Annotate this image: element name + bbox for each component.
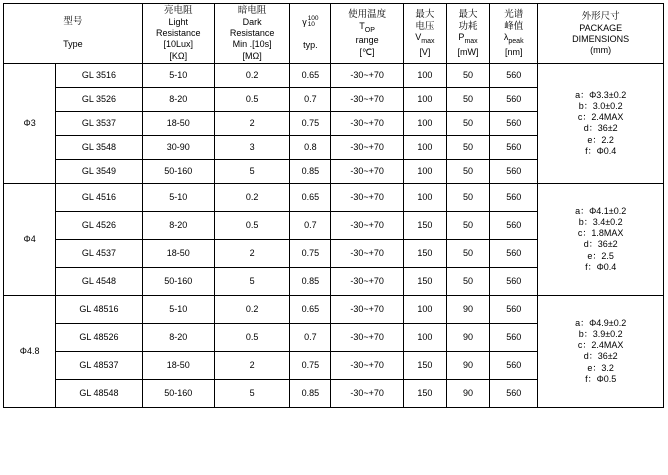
- package-dimension-line: e：2.2: [587, 134, 614, 145]
- header-light-en1: Light: [168, 16, 189, 27]
- cell-temperature: -30~+70: [331, 63, 403, 87]
- cell-gamma: 0.7: [290, 323, 331, 351]
- cell-dark-resistance: 0.5: [214, 323, 289, 351]
- cell-type: GL 4526: [56, 211, 142, 239]
- gamma-sub: 10: [307, 21, 315, 29]
- cell-peak-wavelength: 560: [490, 183, 538, 211]
- header-pkg-en1: PACKAGE: [579, 22, 623, 33]
- cell-voltage: 150: [403, 351, 446, 379]
- cell-dark-resistance: 0.5: [214, 87, 289, 111]
- package-dimension-line: c：2.4MAX: [577, 112, 624, 123]
- temp-sub: OP: [364, 26, 375, 34]
- cell-type: GL 3516: [56, 63, 142, 87]
- header-gamma-symbol: [291, 16, 329, 29]
- cell-power: 50: [446, 87, 489, 111]
- header-dark-cn: 暗电阻: [237, 5, 267, 16]
- cell-power: 90: [446, 379, 489, 407]
- volt-sub: max: [421, 38, 435, 46]
- cell-dark-resistance: 3: [214, 135, 289, 159]
- cell-voltage: 100: [403, 63, 446, 87]
- cell-gamma: 0.75: [290, 239, 331, 267]
- cell-peak-wavelength: 560: [490, 211, 538, 239]
- package-dimension-line: d：36±2: [583, 123, 618, 134]
- cell-temperature: -30~+70: [331, 323, 403, 351]
- cell-peak-wavelength: 560: [490, 295, 538, 323]
- package-dimension-line: e：3.2: [587, 362, 614, 373]
- header-volt-unit: [V]: [419, 46, 431, 57]
- header-dark-en3: Min .[10s]: [232, 39, 272, 50]
- cell-dark-resistance: 0.2: [214, 183, 289, 211]
- cell-peak-wavelength: 560: [490, 87, 538, 111]
- cell-light-resistance: 8-20: [142, 323, 214, 351]
- group-label: Φ4.8: [4, 295, 56, 407]
- header-pkg-unit: (mm): [590, 45, 612, 55]
- cell-gamma: 0.75: [290, 111, 331, 135]
- temp-letter: T: [359, 20, 365, 31]
- header-light-resistance: [142, 4, 214, 64]
- cell-gamma: 0.7: [290, 87, 331, 111]
- cell-dark-resistance: 0.2: [214, 63, 289, 87]
- package-dimension-line: b：3.9±0.2: [578, 328, 623, 339]
- cell-light-resistance: 8-20: [142, 211, 214, 239]
- gamma-sup: 100: [307, 14, 319, 22]
- cell-light-resistance: 18-50: [142, 111, 214, 135]
- cell-light-resistance: 30-90: [142, 135, 214, 159]
- package-dimension-line: b：3.4±0.2: [578, 216, 623, 227]
- cell-power: 50: [446, 183, 489, 211]
- package-dimension-line: d：36±2: [583, 351, 618, 362]
- peak-letter: λ: [503, 32, 509, 43]
- cell-temperature: -30~+70: [331, 135, 403, 159]
- package-dimensions: [538, 183, 664, 295]
- cell-temperature: -30~+70: [331, 267, 403, 295]
- header-temp-range: range: [355, 35, 379, 46]
- cell-temperature: -30~+70: [331, 183, 403, 211]
- cell-gamma: 0.85: [290, 159, 331, 183]
- cell-light-resistance: 50-160: [142, 379, 214, 407]
- header-temp-cn: 使用温度: [348, 8, 387, 20]
- cell-light-resistance: 50-160: [142, 159, 214, 183]
- header-type-cn: 型号: [63, 16, 83, 28]
- cell-power: 50: [446, 239, 489, 267]
- power-sub: max: [464, 38, 478, 46]
- cell-power: 90: [446, 323, 489, 351]
- power-letter: P: [458, 32, 465, 43]
- gamma-letter: γ: [302, 16, 307, 27]
- cell-power: 50: [446, 135, 489, 159]
- cell-temperature: -30~+70: [331, 159, 403, 183]
- cell-type: GL 3548: [56, 135, 142, 159]
- cell-temperature: -30~+70: [331, 295, 403, 323]
- cell-temperature: -30~+70: [331, 239, 403, 267]
- cell-voltage: 100: [403, 87, 446, 111]
- cell-dark-resistance: 0.5: [214, 211, 289, 239]
- header-peak-wavelength: [490, 4, 538, 64]
- cell-voltage: 150: [403, 239, 446, 267]
- header-power-unit: [mW]: [457, 46, 479, 57]
- header-row: [4, 4, 664, 64]
- cell-voltage: 100: [403, 135, 446, 159]
- cell-peak-wavelength: 560: [490, 267, 538, 295]
- header-dark-resistance: [214, 4, 289, 64]
- header-voltage: [403, 4, 446, 64]
- cell-temperature: -30~+70: [331, 351, 403, 379]
- cell-type: GL 48526: [56, 323, 142, 351]
- cell-light-resistance: 5-10: [142, 183, 214, 211]
- header-type: [4, 4, 143, 64]
- table-row: [4, 295, 664, 323]
- package-dimension-line: a：Φ4.1±0.2: [575, 205, 627, 216]
- package-dimension-line: a：Φ3.3±0.2: [575, 89, 627, 100]
- cell-gamma: 0.75: [290, 351, 331, 379]
- cell-power: 50: [446, 111, 489, 135]
- cell-light-resistance: 50-160: [142, 267, 214, 295]
- cell-dark-resistance: 2: [214, 239, 289, 267]
- header-dark-en2: Resistance: [229, 28, 275, 39]
- header-power-cn2: 功耗: [458, 20, 478, 32]
- cell-type: GL 3526: [56, 87, 142, 111]
- header-dark-en1: Dark: [242, 16, 262, 27]
- cell-peak-wavelength: 560: [490, 351, 538, 379]
- cell-dark-resistance: 5: [214, 379, 289, 407]
- cell-peak-wavelength: 560: [490, 135, 538, 159]
- peak-sub: peak: [508, 38, 524, 46]
- header-light-unit1: [10Lux]: [163, 39, 194, 50]
- header-light-cn: 亮电阻: [164, 5, 193, 16]
- package-dimension-line: a：Φ4.9±0.2: [575, 317, 627, 328]
- cell-peak-wavelength: 560: [490, 111, 538, 135]
- header-pkg-cn: 外形尺寸: [581, 10, 620, 22]
- header-peak-unit: [nm]: [504, 46, 523, 57]
- cell-light-resistance: 5-10: [142, 63, 214, 87]
- cell-power: 90: [446, 351, 489, 379]
- cell-type: GL 3549: [56, 159, 142, 183]
- package-dimension-line: d：36±2: [583, 239, 618, 250]
- cell-power: 90: [446, 295, 489, 323]
- header-power-cn1: 最大: [458, 8, 478, 20]
- cell-peak-wavelength: 560: [490, 63, 538, 87]
- cell-peak-wavelength: 560: [490, 379, 538, 407]
- header-temp-symbol: [332, 21, 401, 36]
- cell-type: GL 48548: [56, 379, 142, 407]
- package-dimension-line: f：Φ0.4: [585, 261, 617, 272]
- header-peak-symbol: [491, 32, 536, 47]
- cell-type: GL 3537: [56, 111, 142, 135]
- cell-voltage: 100: [403, 183, 446, 211]
- specification-table: [3, 3, 664, 408]
- cell-voltage: 100: [403, 295, 446, 323]
- table-header: [4, 4, 664, 64]
- header-light-unit2: [KΩ]: [169, 50, 188, 61]
- cell-temperature: -30~+70: [331, 379, 403, 407]
- cell-power: 50: [446, 159, 489, 183]
- header-package-dimensions: [538, 4, 664, 64]
- cell-voltage: 150: [403, 379, 446, 407]
- cell-light-resistance: 8-20: [142, 87, 214, 111]
- cell-temperature: -30~+70: [331, 111, 403, 135]
- package-dimension-line: e：2.5: [587, 250, 614, 261]
- header-gamma: [290, 4, 331, 64]
- cell-type: GL 4516: [56, 183, 142, 211]
- cell-power: 50: [446, 267, 489, 295]
- cell-peak-wavelength: 560: [490, 239, 538, 267]
- table-row: [4, 63, 664, 87]
- volt-letter: V: [415, 32, 422, 43]
- cell-voltage: 100: [403, 159, 446, 183]
- cell-gamma: 0.85: [290, 379, 331, 407]
- cell-type: GL 4537: [56, 239, 142, 267]
- cell-light-resistance: 18-50: [142, 351, 214, 379]
- cell-dark-resistance: 5: [214, 159, 289, 183]
- package-dimensions: [538, 63, 664, 183]
- cell-voltage: 100: [403, 323, 446, 351]
- cell-voltage: 100: [403, 111, 446, 135]
- header-power: [446, 4, 489, 64]
- cell-voltage: 150: [403, 211, 446, 239]
- cell-type: GL 4548: [56, 267, 142, 295]
- package-dimension-line: f：Φ0.4: [585, 145, 617, 156]
- cell-gamma: 0.65: [290, 183, 331, 211]
- header-type-en: Type: [63, 39, 83, 50]
- header-dark-unit: [MΩ]: [242, 50, 262, 61]
- cell-dark-resistance: 2: [214, 111, 289, 135]
- header-volt-cn2: 电压: [415, 20, 435, 32]
- table-body: [4, 63, 664, 407]
- cell-voltage: 150: [403, 267, 446, 295]
- cell-type: GL 48537: [56, 351, 142, 379]
- cell-gamma: 0.65: [290, 295, 331, 323]
- cell-gamma: 0.65: [290, 63, 331, 87]
- group-label: Φ3: [4, 63, 56, 183]
- group-label: Φ4: [4, 183, 56, 295]
- cell-gamma: 0.7: [290, 211, 331, 239]
- header-peak-cn2: 峰值: [504, 20, 524, 32]
- cell-power: 50: [446, 63, 489, 87]
- cell-temperature: -30~+70: [331, 87, 403, 111]
- cell-gamma: 0.85: [290, 267, 331, 295]
- header-temp-unit: [℃]: [359, 46, 375, 57]
- header-temperature: [331, 4, 403, 64]
- header-volt-cn1: 最大: [415, 8, 435, 20]
- package-dimension-line: c：1.8MAX: [577, 228, 624, 239]
- package-dimension-line: c：2.4MAX: [577, 340, 624, 351]
- header-pkg-en2: DIMENSIONS: [572, 33, 630, 44]
- cell-dark-resistance: 2: [214, 351, 289, 379]
- cell-light-resistance: 5-10: [142, 295, 214, 323]
- table-row: [4, 183, 664, 211]
- package-dimension-line: b：3.0±0.2: [578, 100, 623, 111]
- spec-sheet: [0, 3, 668, 475]
- cell-peak-wavelength: 560: [490, 323, 538, 351]
- header-peak-cn1: 光谱: [504, 8, 524, 20]
- header-gamma-typ: typ.: [303, 39, 318, 50]
- cell-power: 50: [446, 211, 489, 239]
- header-light-en2: Resistance: [156, 28, 201, 39]
- cell-dark-resistance: 5: [214, 267, 289, 295]
- cell-peak-wavelength: 560: [490, 159, 538, 183]
- package-dimension-line: f：Φ0.5: [585, 373, 617, 384]
- cell-type: GL 48516: [56, 295, 142, 323]
- header-power-symbol: [448, 32, 488, 47]
- cell-dark-resistance: 0.2: [214, 295, 289, 323]
- cell-light-resistance: 18-50: [142, 239, 214, 267]
- header-volt-symbol: [405, 32, 445, 47]
- cell-temperature: -30~+70: [331, 211, 403, 239]
- cell-gamma: 0.8: [290, 135, 331, 159]
- package-dimensions: [538, 295, 664, 407]
